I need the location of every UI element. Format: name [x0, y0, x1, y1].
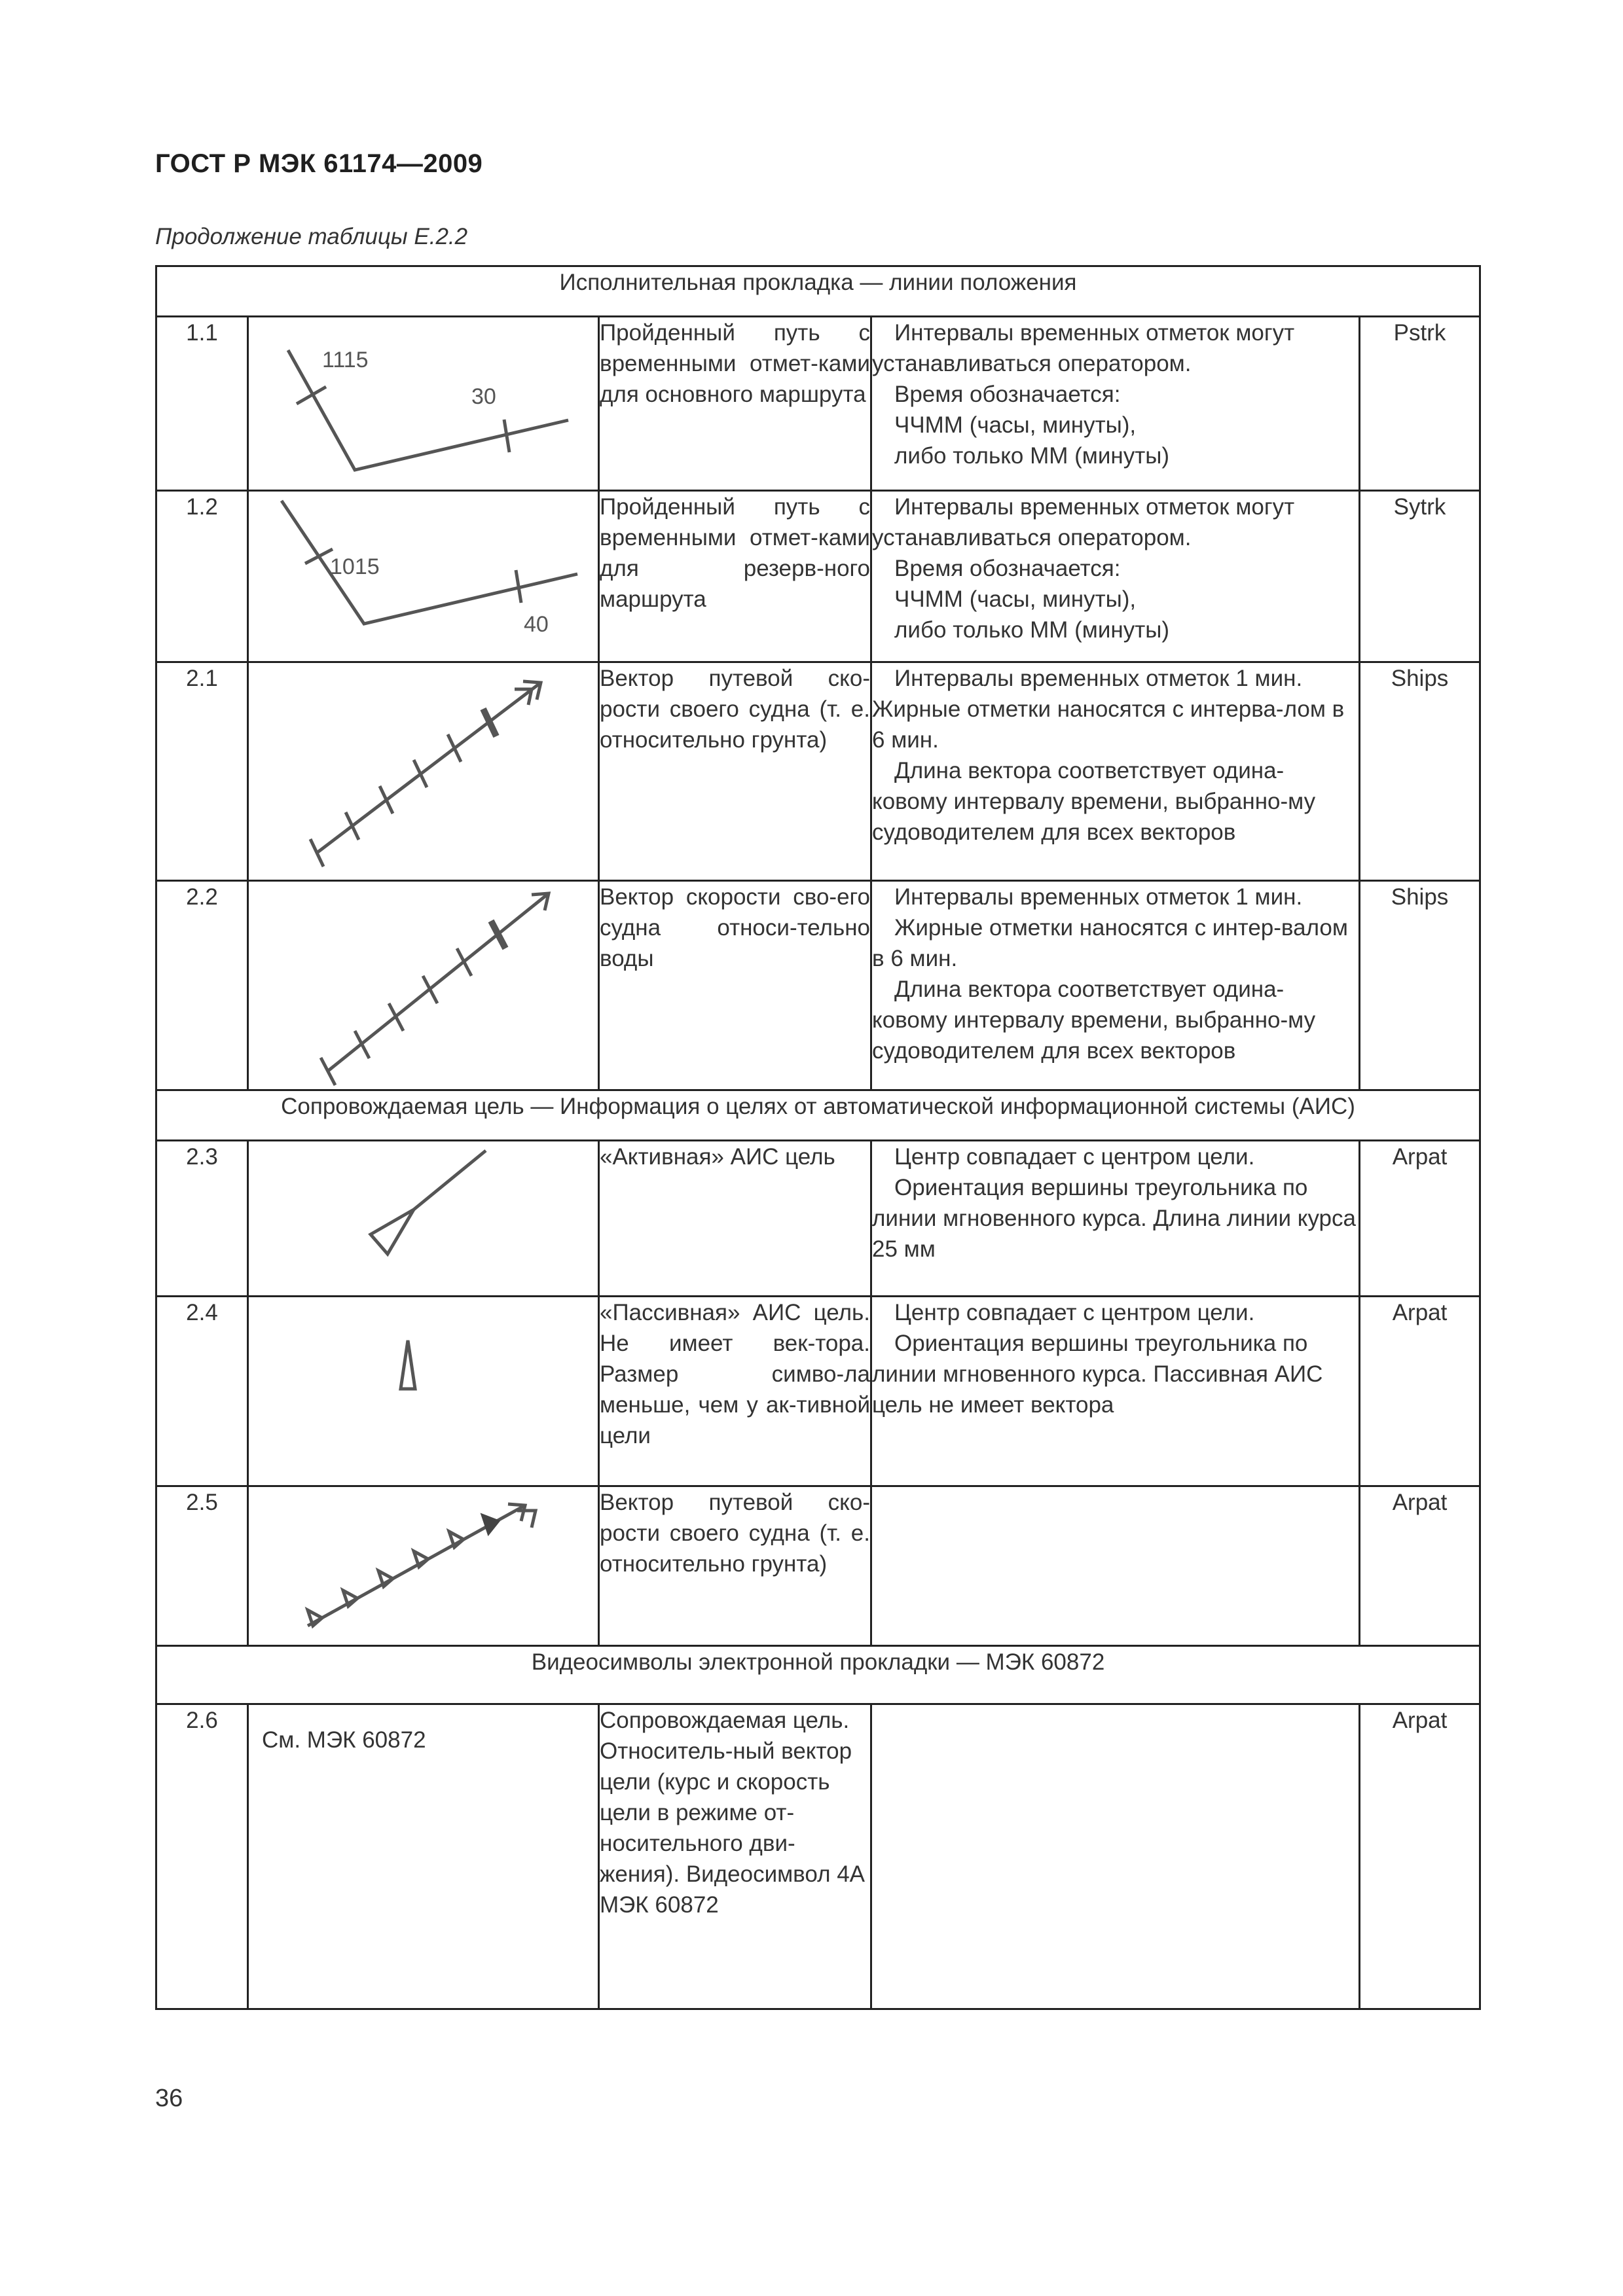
time-label: 30	[471, 384, 496, 409]
section-title: Сопровождаемая цель — Информация о целях от автоматической информационной системы (АИС)	[156, 1090, 1480, 1141]
symbol-cell	[248, 1141, 599, 1297]
description-line: Центр совпадает с центром цели.	[894, 1144, 1255, 1170]
document-title: ГОСТ Р МЭК 61174—2009	[155, 149, 483, 178]
description-line: Длина вектора соответствует одина-ковому интервалу времени, выбранно-му судоводителем для всех векторов	[872, 758, 1316, 845]
symbol-description	[871, 881, 1360, 1090]
table-row	[156, 317, 1480, 491]
row-number: 2.6	[156, 1704, 248, 2009]
time-label: 1015	[330, 554, 380, 579]
water-speed-vector-symbol	[249, 882, 600, 1091]
description-line: Интервалы временных отметок 1 мин.	[894, 884, 1303, 910]
symbol-code: Sytrk	[1360, 491, 1480, 662]
table-row	[156, 1704, 1480, 2009]
symbols-table	[155, 265, 1481, 2010]
description-line: Жирные отметки наносятся с интер-валом в 6 мин.	[872, 915, 1348, 971]
symbol-name: «Пассивная» АИС цель. Не имеет век-тора. Размер симво-ла меньше, чем у ак-тивной цели	[599, 1297, 871, 1486]
symbol-code: Arpat	[1360, 1297, 1480, 1486]
symbol-name: «Активная» АИС цель	[599, 1141, 871, 1297]
passive-ais-target-symbol	[249, 1297, 600, 1487]
symbol-reference: См. МЭК 60872	[248, 1704, 599, 2009]
description-line: Ориентация вершины треугольника по линии мгновенного курса. Длина линии курса 25 мм	[872, 1175, 1356, 1262]
section-title: Исполнительная прокладка — линии положения	[156, 266, 1480, 317]
section-header-row	[156, 1646, 1480, 1704]
symbol-cell	[248, 491, 599, 662]
description-line: ЧЧММ (часы, минуты),	[894, 412, 1137, 438]
row-number: 1.2	[156, 491, 248, 662]
row-number: 2.1	[156, 662, 248, 881]
track-symbol-primary	[249, 317, 600, 492]
page-number: 36	[155, 2085, 183, 2112]
symbol-code: Pstrk	[1360, 317, 1480, 491]
section-header-row	[156, 266, 1480, 317]
symbol-description	[871, 491, 1360, 662]
row-number: 1.1	[156, 317, 248, 491]
time-label: 1115	[322, 348, 369, 372]
symbol-code: Arpat	[1360, 1141, 1480, 1297]
description-line: Ориентация вершины треугольника по линии мгновенного курса. Пассивная АИС цель не имеет вектора	[872, 1331, 1323, 1418]
symbol-code: Arpat	[1360, 1704, 1480, 2009]
symbol-cell	[248, 317, 599, 491]
symbol-cell	[248, 662, 599, 881]
description-line: Центр совпадает с центром цели.	[894, 1300, 1255, 1325]
ais-target-vector-symbol	[249, 1487, 600, 1647]
symbol-cell	[248, 1486, 599, 1646]
description-line: Интервалы временных отметок могут устанавливаться оператором.	[872, 494, 1295, 550]
symbol-cell	[248, 1297, 599, 1486]
description-line: Интервалы временных отметок 1 мин. Жирные отметки наносятся с интерва-лом в 6 мин.	[872, 666, 1345, 753]
description-line: Длина вектора соответствует одина-ковому интервалу времени, выбранно-му судоводителем для всех векторов	[872, 977, 1316, 1064]
table-row	[156, 881, 1480, 1090]
table-row	[156, 1486, 1480, 1646]
row-number: 2.3	[156, 1141, 248, 1297]
table-row	[156, 491, 1480, 662]
symbol-description	[871, 317, 1360, 491]
description-line: Интервалы временных отметок могут устанавливаться оператором.	[872, 320, 1295, 376]
description-line: либо только ММ (минуты)	[894, 443, 1170, 469]
table-row	[156, 662, 1480, 881]
symbol-name: Сопровождаемая цель. Относитель-ный вектор цели (курс и скорость цели в режиме от-носительного дви-жения). Видеосимвол 4А МЭК 60872	[599, 1704, 871, 2009]
description-line: ЧЧММ (часы, минуты),	[894, 586, 1137, 612]
symbol-cell	[248, 881, 599, 1090]
row-number: 2.2	[156, 881, 248, 1090]
symbol-code: Ships	[1360, 881, 1480, 1090]
track-symbol-backup	[249, 492, 600, 663]
symbol-name: Пройденный путь с временными отмет-ками для резерв-ного маршрута	[599, 491, 871, 662]
symbol-description	[871, 1704, 1360, 2009]
table-row	[156, 1297, 1480, 1486]
section-header-row	[156, 1090, 1480, 1141]
symbol-description	[871, 1297, 1360, 1486]
symbol-name: Вектор скорости сво-его судна относи-тельно воды	[599, 881, 871, 1090]
description-line: Время обозначается:	[894, 556, 1121, 581]
symbol-name: Вектор путевой ско-рости своего судна (т. е. относительно грунта)	[599, 662, 871, 881]
row-number: 2.5	[156, 1486, 248, 1646]
description-line: либо только ММ (минуты)	[894, 617, 1170, 643]
table-caption: Продолжение таблицы Е.2.2	[155, 224, 468, 249]
section-title: Видеосимволы электронной прокладки — МЭК 60872	[156, 1646, 1480, 1704]
symbol-code: Ships	[1360, 662, 1480, 881]
active-ais-target-symbol	[249, 1141, 600, 1297]
time-label: 40	[524, 612, 549, 637]
table-row	[156, 1141, 1480, 1297]
symbol-name: Пройденный путь с временными отмет-ками для основного маршрута	[599, 317, 871, 491]
symbol-description	[871, 1141, 1360, 1297]
symbol-description	[871, 1486, 1360, 1646]
row-number: 2.4	[156, 1297, 248, 1486]
symbol-code: Arpat	[1360, 1486, 1480, 1646]
description-line: Время обозначается:	[894, 382, 1121, 407]
symbol-name: Вектор путевой ско-рости своего судна (т. е. относительно грунта)	[599, 1486, 871, 1646]
symbol-description	[871, 662, 1360, 881]
ground-speed-vector-symbol	[249, 663, 600, 882]
